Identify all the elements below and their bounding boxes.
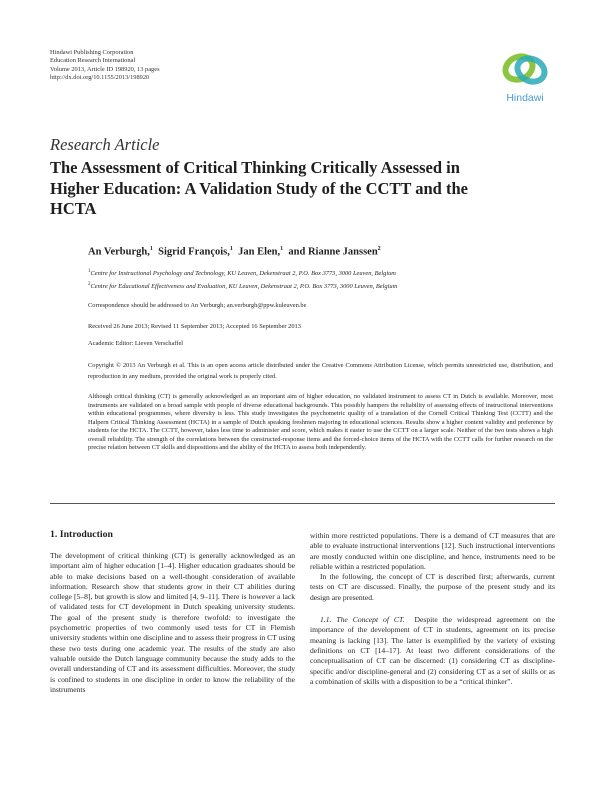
author-name: An Verburgh, bbox=[88, 246, 150, 258]
intro-paragraph-2: within more restricted populations. There is a demand of CT measures that are able to evaluate instructional interventions [12]. Such instructional interventions are mostly conducted within one discipline, and hence, instruments need to be reliable within a restricted population. bbox=[310, 531, 555, 571]
author-sup: 1 bbox=[149, 246, 153, 252]
left-column bbox=[50, 551, 295, 695]
author-name: Sigrid François, bbox=[158, 246, 230, 258]
author-name: and Rianne Janssen bbox=[288, 246, 378, 258]
hindawi-logo-text: Hindawi bbox=[506, 92, 544, 104]
publisher-info bbox=[50, 49, 160, 83]
doi-link[interactable]: http://dx.doi.org/10.1155/2013/198920 bbox=[50, 74, 150, 82]
subsection-heading: 1.1. The Concept of CT. bbox=[320, 615, 405, 625]
divider bbox=[50, 503, 555, 504]
publisher-line: Hindawi Publishing Corporation bbox=[50, 49, 134, 56]
journal-line: Education Research International bbox=[50, 57, 136, 65]
author-list bbox=[88, 246, 381, 258]
hindawi-logo bbox=[495, 48, 555, 106]
affiliation-sup: 1 bbox=[88, 269, 91, 274]
academic-editor: Academic Editor: Lieven Verschaffel bbox=[88, 340, 184, 347]
article-type: Research Article bbox=[50, 135, 160, 154]
intro-paragraph-3: In the following, the concept of CT is described first; afterwards, current tests on CT are discussed. Finally, the purpose of the present study and its design are presented. bbox=[310, 572, 555, 602]
correspondence: Correspondence should be addressed to An Verburgh; an.verburgh@ppw.kuleuven.be bbox=[88, 302, 307, 309]
right-column bbox=[310, 531, 555, 687]
abstract: Although critical thinking (CT) is generally acknowledged as an important aim of higher education, no validated instrument to assess CT in Dutch is available. Moreover, most instruments are validated on a broad sample with people of diverse educational backgrounds. This possibly hampers the reliability of assessing effects of instructional interventions within educational programmes, where diversity is less. This study investigates the psychometric quality of a translation of the Cornell Critical Thinking Test (CCTT) and the Halpern Critical Thinking Assessment (HCTA) in a sample of Dutch speaking freshmen majoring in educational sciences. Results show a higher content validity and preference by students for the HCTA. The CCTT, however, takes less time to administer and score, which makes it easier to use the CCTT on a larger scale. Neither of the two tests shows a high overall reliability. The strength of the correlations between the constructed-response items and the forced-choice items of the HCTA with the CCTT calls for further research on the precise relation between CT skills and dispositions and the ability of the HCTA to assess both independently. bbox=[88, 393, 553, 451]
copyright-notice: Copyright © 2013 An Verburgh et al. This is an open access article distributed under the Creative Commons Attribution License, which permits unrestricted use, distribution, and reproduction in any medium, provided the original work is properly cited. bbox=[88, 362, 553, 380]
section-heading: 1. Introduction bbox=[50, 529, 113, 540]
affiliation-1 bbox=[88, 268, 396, 278]
affiliation-2 bbox=[88, 281, 397, 291]
hindawi-logo-icon bbox=[495, 48, 555, 92]
author-sup: 1 bbox=[280, 246, 284, 252]
author-sup: 2 bbox=[377, 246, 381, 252]
volume-line: Volume 2013, Article ID 198920, 13 pages bbox=[50, 65, 160, 73]
intro-paragraph-1: The development of critical thinking (CT) is generally acknowledged as an important aim of higher education [1–4]. Higher education graduates should be able to make decisions based on a well-thought consideration of available information. Research show that students grow in their CT abilities during college [5–8], but growth is slow and limited [4, 9–11]. There is however a lack of validated tests for CT development in Dutch speaking university students. The goal of the present study is therefore twofold: to investigate the psychometric properties of two commonly used tests for CT in Flemish university students within one discipline and to assess their progress in CT using these two tests during one academic year. The results of the study are also valuable outside the Dutch language community because the study adds to the overall understanding of CT and its assessment difficulties. Moreover, the study is confined to students in one discipline in order to know the reliability of the instruments bbox=[50, 551, 295, 694]
paper-title: The Assessment of Critical Thinking Critically Assessed in Higher Education: A Validation Study of the CCTT and the HCTA bbox=[50, 158, 468, 218]
author-sup: 1 bbox=[229, 246, 233, 252]
subsection-paragraph bbox=[310, 615, 555, 687]
affiliation-text: Centre for Educational Effectiveness and Evaluation, KU Leuven, Dekenstraat 2, P.O. Box 3773, 3000 Leuven, Belgium bbox=[90, 283, 398, 291]
author-name: Jan Elen, bbox=[238, 246, 281, 258]
received-dates: Received 26 June 2013; Revised 11 September 2013; Accepted 16 September 2013 bbox=[88, 323, 301, 330]
affiliation-text: Centre for Instructional Psychology and Technology, KU Leuven, Dekenstraat 2, P.O. Box 3773, 3000 Leuven, Belgium bbox=[90, 270, 396, 278]
subsection-text: Despite the widespread agreement on the importance of the development of CT in students, agreement on its precise meaning is lacking [13]. The latter is exemplified by the variety of existing definitions on CT [14–17]. At least two different considerations of the conceptualisation of CT can be discerned: (1) considering CT as discipline-specific and/or discipline-general and (2) considering CT as a set of skills or as a combination of skills with a disposition to be a “critical thinker”. bbox=[310, 615, 555, 686]
affiliation-sup: 2 bbox=[88, 282, 91, 287]
